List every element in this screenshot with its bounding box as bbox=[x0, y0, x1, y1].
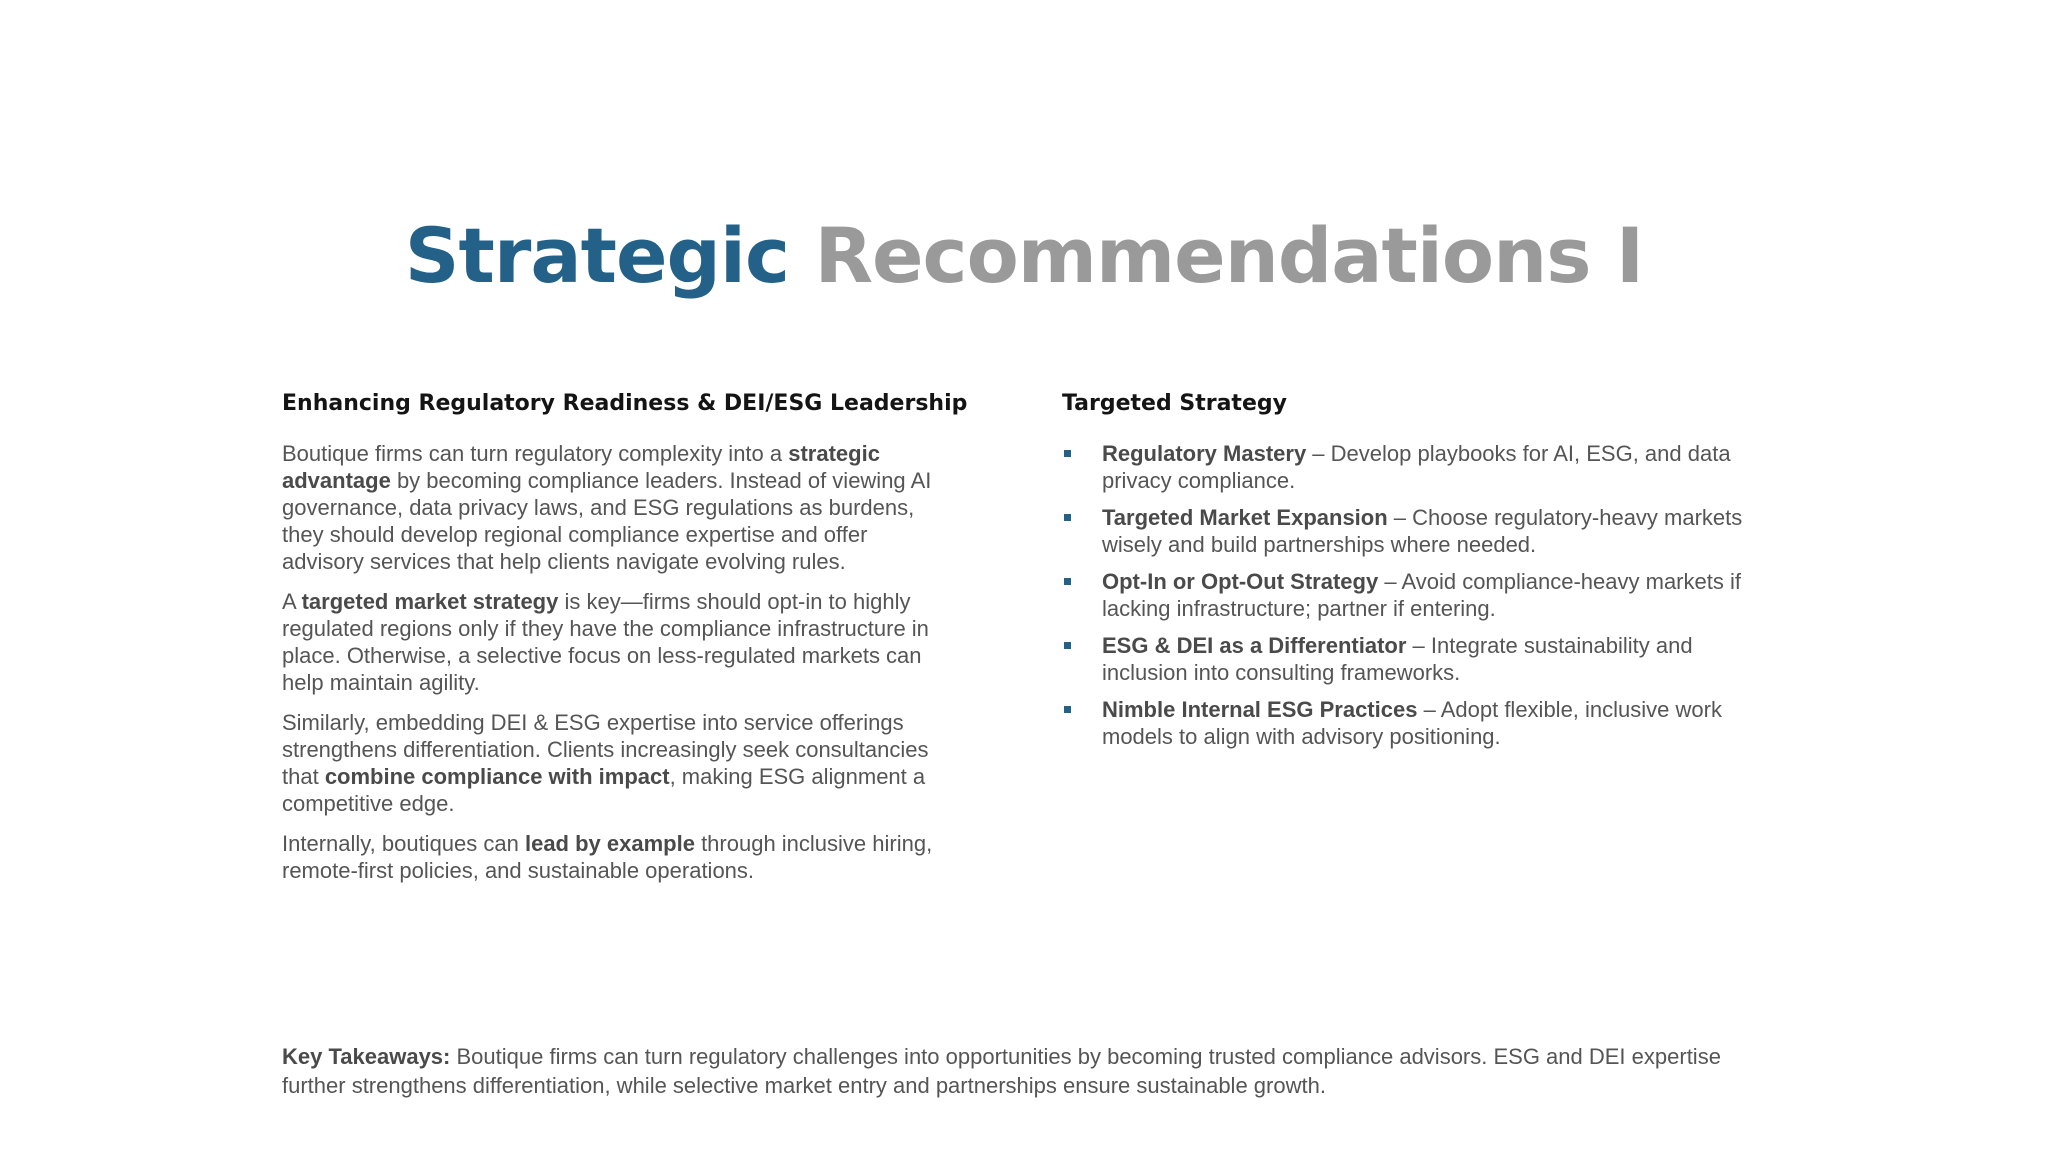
title-part-strategic: Strategic bbox=[404, 211, 789, 300]
paragraph-emphasis: combine compliance with impact bbox=[324, 764, 670, 789]
bullet-title: Regulatory Mastery bbox=[1102, 441, 1307, 466]
list-item bbox=[1062, 504, 1782, 558]
strategy-list bbox=[1062, 440, 1782, 750]
paragraph-text: A bbox=[282, 589, 302, 614]
paragraph-text: Boutique firms can turn regulatory complexity into a bbox=[282, 441, 789, 466]
paragraph-emphasis: strategic advantage bbox=[282, 441, 880, 493]
bullet-title: Nimble Internal ESG Practices bbox=[1102, 697, 1418, 722]
paragraph-3 bbox=[282, 709, 952, 817]
paragraph-text: , making ESG alignment a competitive edge. bbox=[282, 764, 926, 816]
square-bullet-icon bbox=[1064, 450, 1071, 457]
square-bullet-icon bbox=[1064, 642, 1071, 649]
square-bullet-icon bbox=[1064, 578, 1071, 585]
left-heading: Enhancing Regulatory Readiness & DEI/ESG Leadership bbox=[282, 391, 968, 416]
bullet-text: – Adopt flexible, inclusive work models to align with advisory positioning. bbox=[1102, 697, 1722, 749]
paragraph-1 bbox=[282, 440, 952, 575]
bullet-text: – Choose regulatory-heavy markets wisely and build partnerships where needed. bbox=[1102, 505, 1743, 557]
paragraph-4 bbox=[282, 830, 952, 884]
list-item bbox=[1062, 632, 1782, 686]
bullet-title: Targeted Market Expansion bbox=[1102, 505, 1388, 530]
bullet-text: – Integrate sustainability and inclusion into consulting frameworks. bbox=[1102, 633, 1693, 685]
paragraph-text: by becoming compliance leaders. Instead of viewing AI governance, data privacy laws, and ESG regulations as burdens, they should develop regional compliance expertise and offer advisory services that help clients navigate evolving rules. bbox=[282, 468, 932, 574]
key-takeaways bbox=[282, 1042, 1782, 1100]
slide-title bbox=[0, 211, 2048, 300]
title-part-recommendations: Recommendations I bbox=[814, 211, 1644, 300]
square-bullet-icon bbox=[1064, 514, 1071, 521]
paragraph-emphasis: targeted market strategy bbox=[301, 589, 559, 614]
bullet-title: Opt-In or Opt-Out Strategy bbox=[1102, 569, 1379, 594]
paragraph-text: Similarly, embedding DEI & ESG expertise into service offerings strengthens differentiation. Clients increasingly seek consultancies that bbox=[282, 710, 929, 789]
bullet-title: ESG & DEI as a Differentiator bbox=[1102, 633, 1407, 658]
left-column bbox=[282, 388, 968, 897]
bullet-text: – Avoid compliance-heavy markets if lacking infrastructure; partner if entering. bbox=[1102, 569, 1741, 621]
paragraph-text: through inclusive hiring, remote-first policies, and sustainable operations. bbox=[282, 831, 933, 883]
list-item bbox=[1062, 568, 1782, 622]
takeaway-text: Boutique firms can turn regulatory challenges into opportunities by becoming trusted compliance advisors. ESG and DEI expertise further strengthens differentiation, while selective market entry and partnerships ensure sustainable growth. bbox=[282, 1044, 1721, 1098]
paragraph-text: Internally, boutiques can bbox=[282, 831, 525, 856]
paragraph-2 bbox=[282, 588, 952, 696]
paragraph-emphasis: lead by example bbox=[524, 831, 695, 856]
paragraph-text: is key—firms should opt-in to highly regulated regions only if they have the compliance infrastructure in place. Otherwise, a selective focus on less-regulated markets can help maintain agility. bbox=[282, 589, 929, 695]
bullet-text: – Develop playbooks for AI, ESG, and data privacy compliance. bbox=[1102, 441, 1731, 493]
list-item bbox=[1062, 440, 1782, 494]
takeaway-label: Key Takeaways: bbox=[282, 1044, 451, 1069]
right-column bbox=[1062, 388, 1782, 760]
list-item bbox=[1062, 696, 1782, 750]
right-heading: Targeted Strategy bbox=[1062, 391, 1287, 416]
square-bullet-icon bbox=[1064, 706, 1071, 713]
